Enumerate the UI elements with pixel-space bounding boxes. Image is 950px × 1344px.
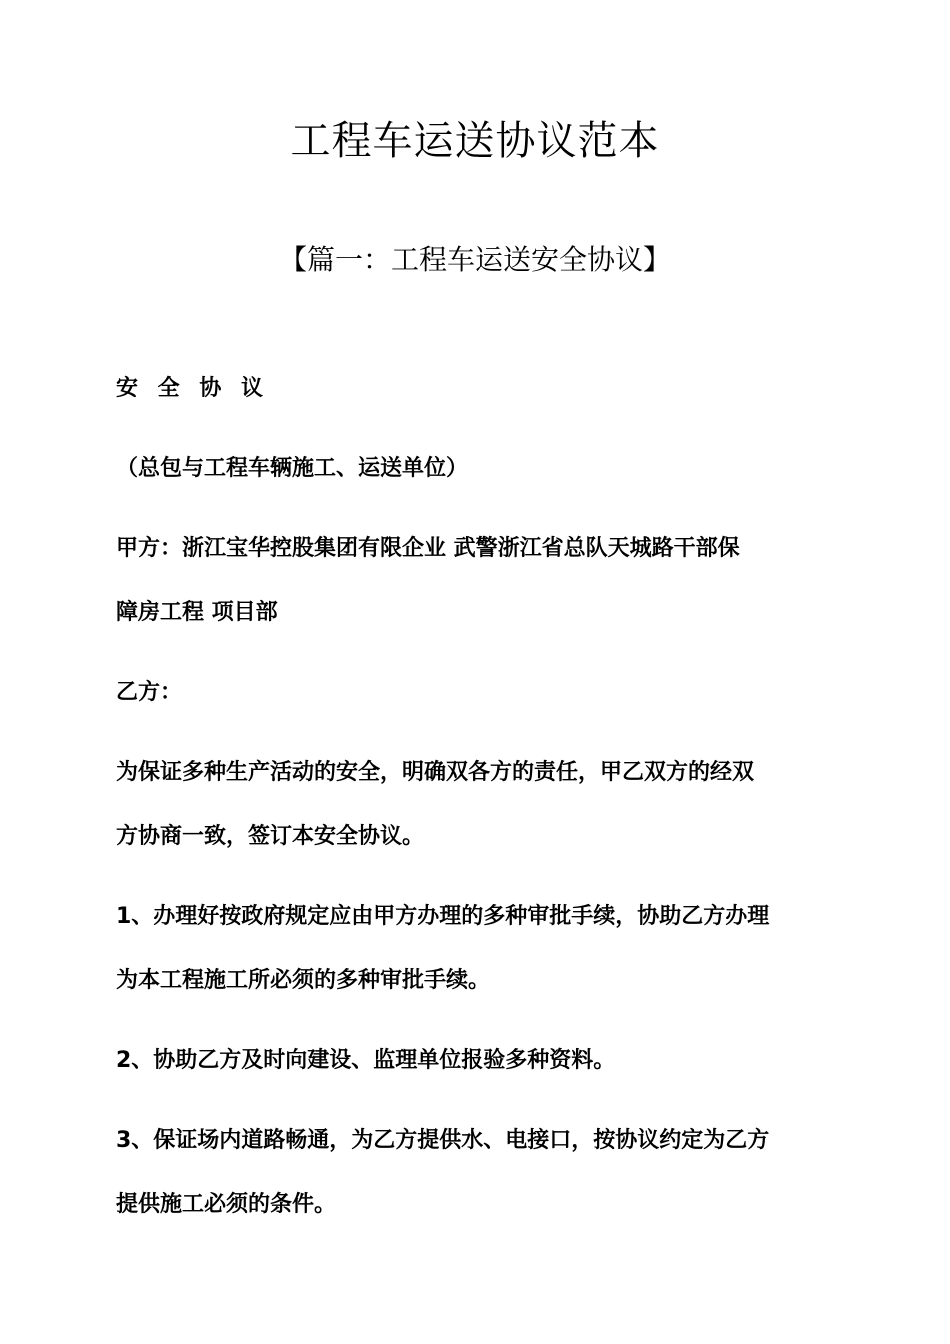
clause-3-line-1: 3、保证场内道路畅通，为乙方提供水、电接口，按协议约定为乙方 <box>116 1128 770 1153</box>
party-a-line-2: 障房工程 项目部 <box>116 600 278 625</box>
party-a-line-1: 甲方：浙江宝华控股集团有限企业 武警浙江省总队天城路干部保 <box>116 536 740 561</box>
clause-2-line: 2、协助乙方及时向建设、监理单位报验多种资料。 <box>116 1048 616 1073</box>
agreement-scope: （总包与工程车辆施工、运送单位） <box>116 456 469 481</box>
clause-3-line-2: 提供施工必须的条件。 <box>116 1192 337 1217</box>
party-b-line: 乙方： <box>116 680 183 705</box>
preamble-line-2: 方协商一致，签订本安全协议。 <box>116 824 425 849</box>
clause-1-line-2: 为本工程施工所必须的多种审批手续。 <box>116 968 491 993</box>
preamble-line-1: 为保证多种生产活动的安全，明确双各方的责任，甲乙双方的经双 <box>116 760 755 785</box>
agreement-heading: 安 全 协 议 <box>116 376 269 401</box>
clause-1-line-1: 1、办理好按政府规定应由甲方办理的多种审批手续，协助乙方办理 <box>116 904 770 929</box>
document-subtitle: 【篇一：工程车运送安全协议】 <box>278 243 671 276</box>
document-title: 工程车运送协议范本 <box>290 118 660 164</box>
